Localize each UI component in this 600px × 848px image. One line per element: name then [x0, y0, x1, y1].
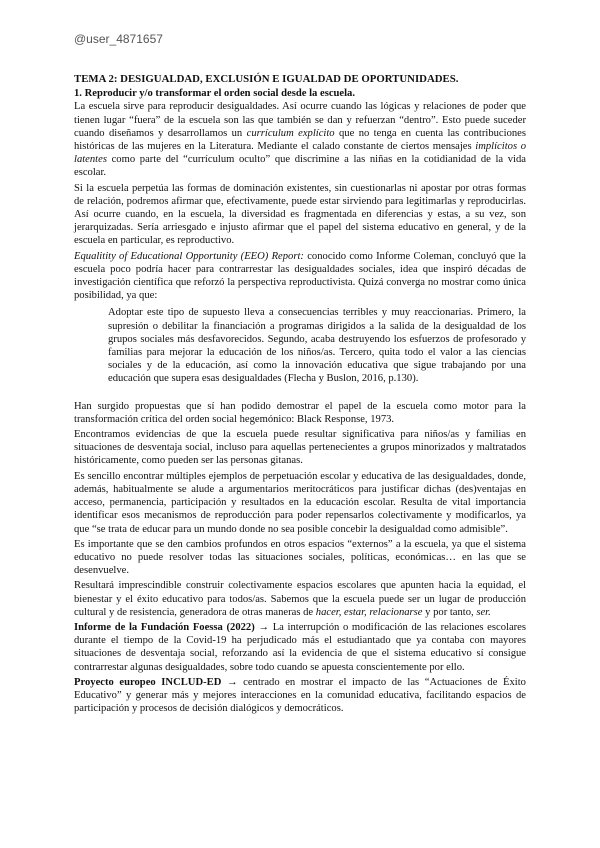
paragraph-5: Encontramos evidencias de que la escuela puede resultar significativa para niños/as y familias en situaciones de desventaja social, incluso para aquellas pertenecientes a grupos minorizados y maltratados históricamente, como pueden ser las personas gitanas.: [74, 429, 526, 467]
block-quote: Adoptar este tipo de supuesto lleva a consecuencias terribles y muy reaccionarias. Primero, la supresión o debilitar la financiación a programas dirigidos a la salida de la desigualdad de los grupos sociales más desfavorecidos. Segundo, acaba destruyendo los esfuerzos de profesorado y familias para mejorar la educación de los niños/as. Tercero, quita todo el valor a las ciencias sociales y de la educación, así como la innovación educativa que sigue trabajando por una educación que supera esas desigualdades (Flecha y Buslon, 2016, p.130).: [108, 307, 526, 385]
paragraph-10: [74, 676, 526, 716]
paragraph-9-bold: Informe de la Fundación Foessa (2022): [74, 621, 255, 633]
paragraph-1-text-b: que no tenga en cuenta las contribuciones históricas de las mujeres en la Literatura. Mediante el calado constante de ciertos mensajes: [74, 127, 526, 153]
paragraph-1-italic-2: implícitos o latentes: [74, 141, 527, 166]
document-body: [74, 73, 526, 717]
paragraph-10-bold: Proyecto europeo INCLUD-ED: [74, 676, 222, 688]
paragraph-3-italic: Equalitity of Educational Opportunity (EEO) Report:: [74, 250, 304, 262]
paragraph-8-italic-2: ser.: [476, 606, 491, 618]
paragraph-1: [74, 100, 526, 179]
paragraph-3: [74, 250, 526, 303]
paragraph-4: Han surgido propuestas que sí han podido demostrar el papel de la escuela como motor para la transformación crítica del orden social hegemónico: Black Response, 1973.: [74, 400, 526, 425]
paragraph-2: Si la escuela perpetúa las formas de dominación existentes, sin cuestionarlas ni apostar por otras formas de relación, podremos afirmar que, efectivamente, puede estar sirviendo para legitimarlas y reproducirlas. Así ocurre cuando, en la escuela, la diversidad es fragmentada en diferencias y estas, a su vez, son jerarquizadas. Sería arriesgado e injusto afirmar que el papel del sistema educativo en general, y de la escuela en particular, es reproductivo.: [74, 182, 526, 247]
paragraph-8-italic: hacer, estar, relacionarse: [315, 606, 423, 618]
paragraph-9-text: → La interrupción o modificación de las relaciones escolares durante el tiempo de la Covid-19 ha perjudicado más el estudiantado que ya contaba con mayores situaciones de desventaja social, reforzando así la evidencia de que el sistema educativo sí consigue contrarrestar algunas desigualdades, sobre todo cuando se apuesta conscientemente por ello.: [74, 621, 526, 673]
paragraph-9: [74, 621, 526, 674]
username-watermark: @user_4871657: [74, 32, 163, 46]
paragraph-6: Es sencillo encontrar múltiples ejemplos de perpetuación escolar y educativa de las desigualdades, donde, además, habitualmente se alude a argumentarios meritocráticos para justificar dichas (des)ventajas en acceso, permanencia, participación y resultados en la educación escolar. Resulta de vital importancia identificar esos mecanismos de reproducción para poder repensarlos colectivamente y modificarlos, ya que “se trata de educar para un mundo donde no sea posible concebir la desigualdad como admisible”.: [74, 470, 526, 535]
paragraph-8-text-a: Resultará imprescindible construir colectivamente espacios escolares que apunten hacia la equidad, el bienestar y el éxito educativo para todos/as. Sabemos que la escuela puede ser un lugar de producción cultural y de resistencia, generadora de otras maneras de: [74, 580, 526, 618]
paragraph-10-text: → centrado en mostrar el impacto de las “Actuaciones de Éxito Educativo” y generar más y mejores interacciones en la comunidad educativa, facilitando espacios de participación y procesos de decisión dialógicos y democráticos.: [74, 676, 526, 715]
paragraph-1-text-c: como parte del “currículum oculto” que discrimine a las niñas en la cotidianidad de la vida escolar.: [74, 154, 526, 179]
paragraph-8-text-b: y por tanto,: [422, 606, 477, 618]
paragraph-7: Es importante que se den cambios profundos en otros espacios “externos” a la escuela, ya que el sistema educativo no puede resolver todas las situaciones sociales, políticas, económicas… en las que se desenvuelve.: [74, 538, 526, 577]
paragraph-3-text: conocido como Informe Coleman, concluyó que la escuela poco podría hacer para contrarrestar las desigualdades sociales, idea que inspiró décadas de investigación científica que reforzó la perspectiva reproductivista. Quizá converga no mostrar como única posibilidad, ya que:: [74, 250, 526, 302]
document-title: TEMA 2: DESIGUALDAD, EXCLUSIÓN E IGUALDAD DE OPORTUNIDADES.: [74, 73, 459, 85]
paragraph-1-text-a: La escuela sirve para reproducir desigualdades. Así ocurre cuando las lógicas y relaciones de poder que tienen lugar “fuera” de la escuela son las que también se dan y refuerzan “dentro”. Esto puede suceder cuando diseñamos y desarrollamos un: [74, 101, 526, 139]
paragraph-8: [74, 579, 526, 619]
section-heading: 1. Reproducir y/o transformar el orden social desde la escuela.: [74, 88, 356, 100]
paragraph-1-italic-1: currículum explícito: [246, 127, 335, 139]
